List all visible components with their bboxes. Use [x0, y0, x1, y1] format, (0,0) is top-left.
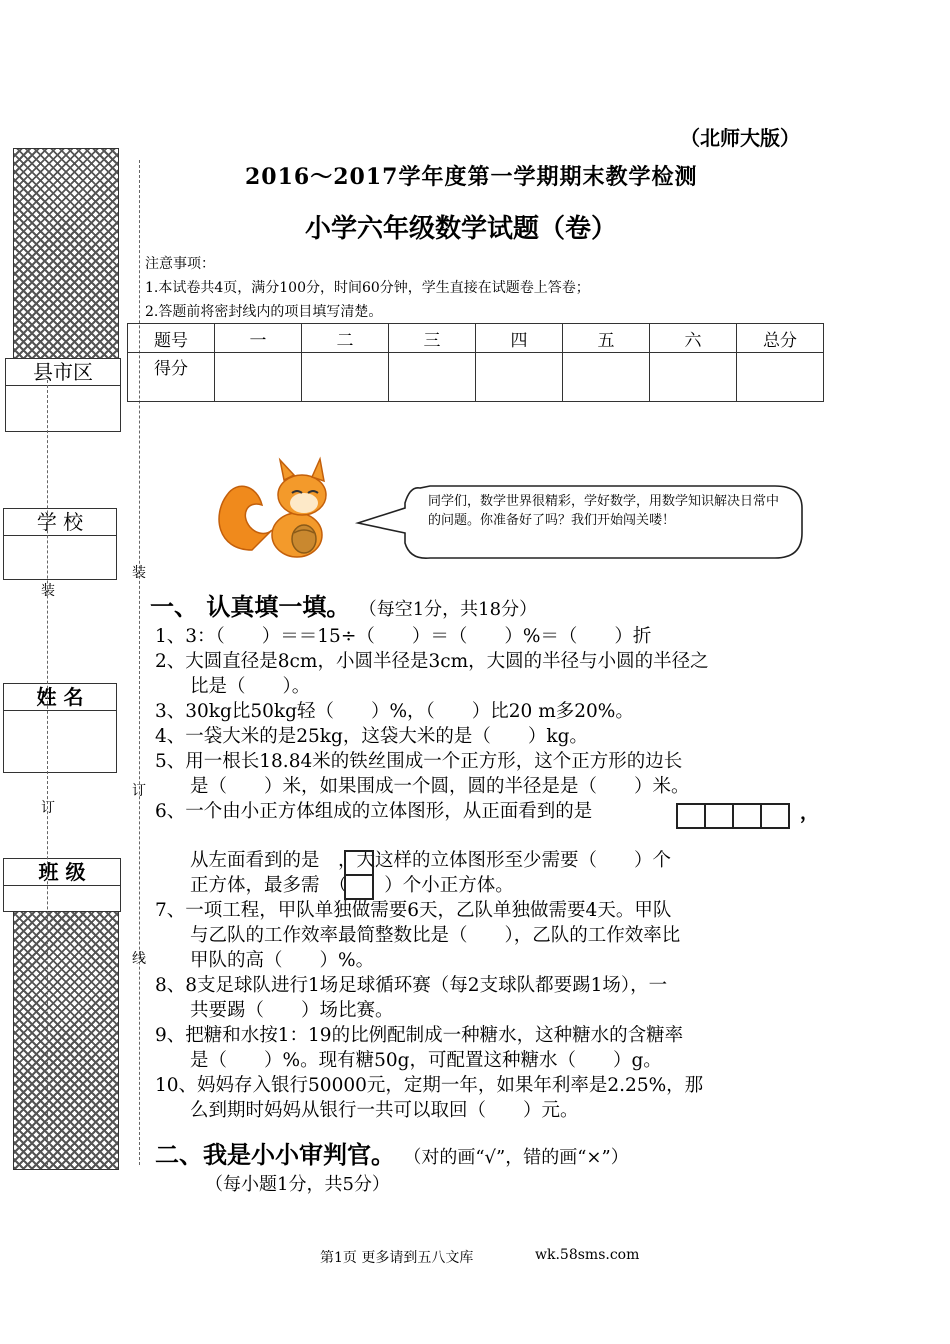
- section-2-note-2: （每小题1分，共5分）: [205, 1174, 390, 1195]
- question-6-comma: ，: [800, 803, 819, 824]
- question-6-line-3: 正方体，最多需 （ ）个小正方体。: [190, 875, 514, 896]
- front-view-square: [676, 803, 706, 829]
- edition-label: （北师大版）: [680, 126, 800, 150]
- left-view-square: [344, 874, 374, 900]
- binding-char-2: 订: [41, 800, 55, 816]
- score-table-score-row: [128, 353, 824, 402]
- section-2-title: [155, 1135, 629, 1170]
- score-cell[interactable]: [650, 353, 737, 402]
- binding-char-4: 订: [132, 783, 146, 799]
- county-label: 县市区: [6, 359, 120, 386]
- footer-right[interactable]: wk.58sms.com: [535, 1247, 640, 1263]
- score-label-cell: 得分: [128, 353, 215, 402]
- question-7-line-1: 7、一项工程，甲队单独做需要6天，乙队单独做需要4天。甲队: [155, 900, 672, 921]
- notes-line-2: 2.答题前将密封线内的项目填写清楚。: [145, 304, 383, 320]
- question-2-line-2: 比是（ ）。: [190, 676, 311, 697]
- section-2-heading: 二、我是小小审判官。: [155, 1140, 395, 1169]
- binding-line-left: [47, 380, 48, 1165]
- front-view-square: [704, 803, 734, 829]
- score-table-header-row: [128, 324, 824, 353]
- question-5-line-2: 是（ ）米，如果围成一个圆，圆的半径是是（ ）米。: [190, 776, 690, 797]
- section-1-heading: 一、 认真填一填。: [150, 592, 351, 621]
- score-header-cell: 三: [389, 324, 476, 353]
- question-10-line-1: 10、妈妈存入银行50000元，定期一年，如果年利率是2.25%，那: [155, 1075, 704, 1096]
- footer-left: 第1页 更多请到五八文库: [320, 1250, 474, 1266]
- question-3: 3、30kg比50kg轻（ ）%，（ ）比20 m多20%。: [155, 701, 634, 722]
- class-label: 班 级: [4, 859, 120, 886]
- seal-pattern-bottom: [13, 878, 119, 1170]
- score-header-cell: 总分: [737, 324, 824, 353]
- name-field[interactable]: [3, 683, 117, 773]
- binding-char-1: 装: [41, 583, 55, 599]
- score-table: [127, 323, 824, 402]
- score-header-cell: 四: [476, 324, 563, 353]
- question-10-line-2: 么到期时妈妈从银行一共可以取回（ ）元。: [190, 1100, 579, 1121]
- class-field[interactable]: [3, 858, 121, 912]
- question-4: 4、一袋大米的是25kg，这袋大米的是（ ）kg。: [155, 726, 588, 747]
- speech-bubble-text: 同学们，数学世界很精彩，学好数学，用数学知识解决日常中的问题。你准备好了吗？我们开始闯关喽！: [428, 494, 780, 528]
- exam-title: 2016～2017学年度第一学期期末教学检测: [245, 164, 698, 190]
- score-header-cell: 一: [215, 324, 302, 353]
- squirrel-illustration: [212, 455, 342, 565]
- notes-line-1: 1.本试卷共4页，满分100分，时间60分钟，学生直接在试题卷上答卷；: [145, 280, 590, 296]
- binding-line-right: [139, 160, 140, 1165]
- seal-pattern-top: [13, 148, 119, 360]
- question-9-line-2: 是（ ）%。现有糖50g，可配置这种糖水（ ）g。: [190, 1050, 662, 1071]
- exam-subtitle: 小学六年级数学试题（卷）: [305, 214, 618, 244]
- question-7-line-2: 与乙队的工作效率最简整数比是（ ），乙队的工作效率比: [190, 925, 681, 946]
- notes-heading: 注意事项：: [145, 256, 215, 272]
- section-1-note: （每空1分，共18分）: [358, 599, 538, 620]
- score-header-cell: 五: [563, 324, 650, 353]
- county-field[interactable]: [5, 358, 121, 432]
- front-view-square: [732, 803, 762, 829]
- question-6-line-1: 6、一个由小正方体组成的立体图形，从正面看到的是: [155, 801, 593, 822]
- binding-char-3: 装: [132, 565, 146, 581]
- score-header-cell: 二: [302, 324, 389, 353]
- section-1-title: [150, 587, 537, 622]
- score-cell[interactable]: [476, 353, 563, 402]
- question-9-line-1: 9、把糖和水按1：19的比例配制成一种糖水，这种糖水的含糖率: [155, 1025, 684, 1046]
- question-1: 1、3：（ ）＝＝15÷（ ）＝（ ）%＝（ ）折: [155, 626, 652, 647]
- score-header-cell: 题号: [128, 324, 215, 353]
- front-view-square: [760, 803, 790, 829]
- score-cell[interactable]: [215, 353, 302, 402]
- score-header-cell: 六: [650, 324, 737, 353]
- score-cell[interactable]: [563, 353, 650, 402]
- question-7-line-3: 甲队的高（ ）%。: [190, 950, 375, 971]
- question-8-line-1: 8、8支足球队进行1场足球循环赛（每2支球队都要踢1场），一: [155, 975, 668, 996]
- binding-char-5: 线: [132, 951, 146, 967]
- question-5-line-1: 5、用一根长18.84米的铁丝围成一个正方形，这个正方形的边长: [155, 751, 683, 772]
- score-cell[interactable]: [389, 353, 476, 402]
- name-label: 姓 名: [4, 684, 116, 711]
- school-field[interactable]: [3, 508, 117, 580]
- score-cell[interactable]: [737, 353, 824, 402]
- score-cell[interactable]: [302, 353, 389, 402]
- question-8-line-2: 共要踢（ ）场比赛。: [190, 1000, 394, 1021]
- question-6-line-2: 从左面看到的是 ，大这样的立体图形至少需要（ ）个: [190, 850, 672, 871]
- school-label: 学 校: [4, 509, 116, 536]
- section-2-note: （对的画“√”，错的画“×”）: [403, 1147, 629, 1168]
- question-2-line-1: 2、大圆直径是8cm，小圆半径是3cm，大圆的半径与小圆的半径之: [155, 651, 709, 672]
